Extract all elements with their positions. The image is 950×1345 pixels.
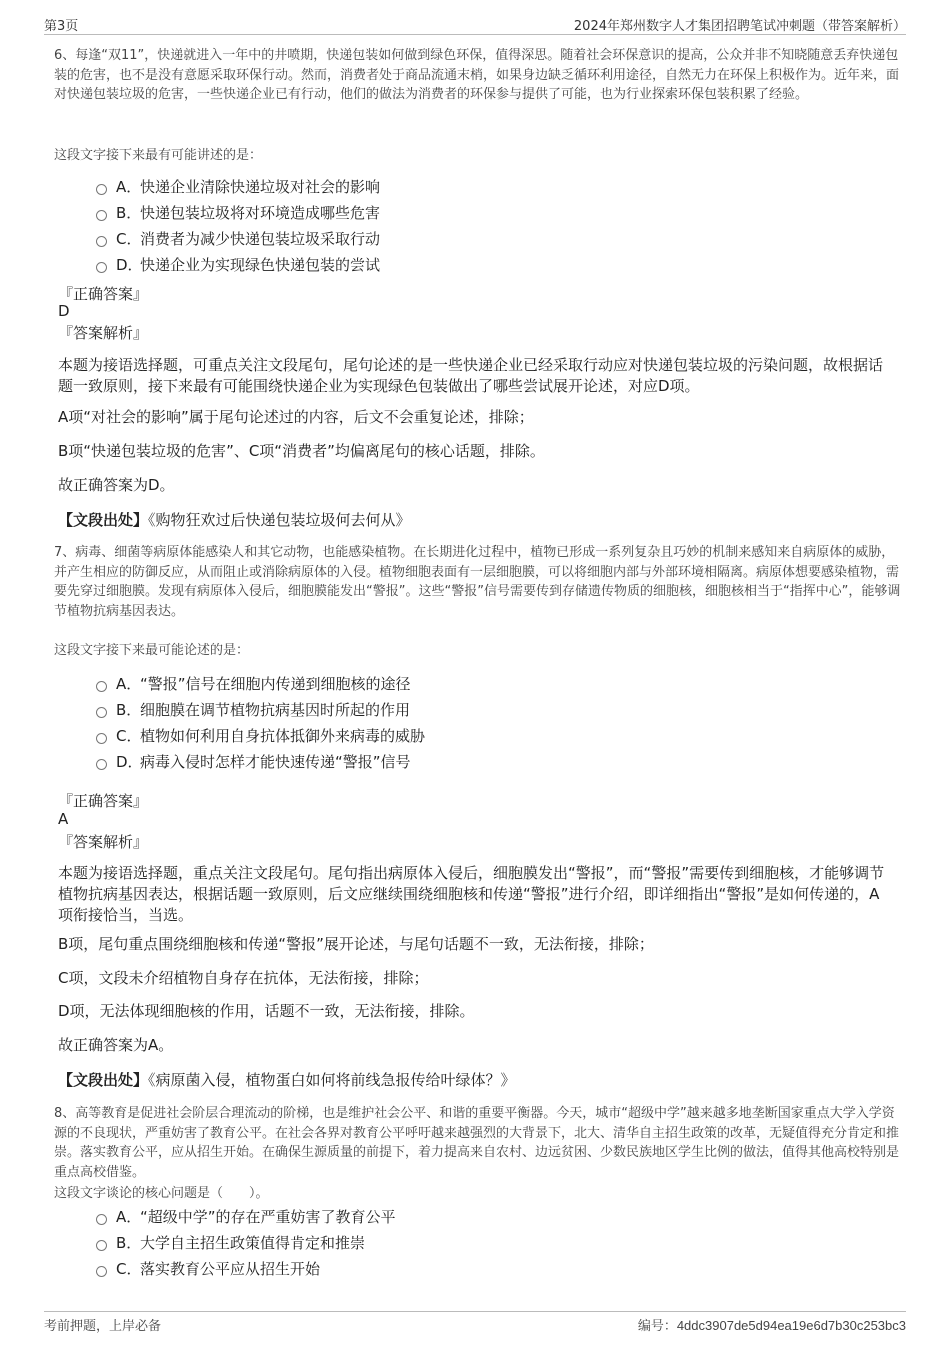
source-title: 《购物狂欢过后快递包装垃圾何去何从》 [148, 511, 411, 529]
source-label: 【文段出处】 [58, 511, 149, 529]
question-6-text: 6、每逢“双11”，快递就进入一年中的井喷期，快递包装如何做到绿色环保，值得深思。随着社会环保意识的提高，公众并非不知晓随意丢弃快递包装的危害，也不是没有意愿采取环保行动。然而，消费者处于商品流通末梢，如果身边缺乏循环利用途径，自然无力在环保上积极作为。近年来，面对快递包装垃圾的危害，一些快递企业已有行动，他们的做法为消费者的环保参与提供了可能，也为行业探索环保包装积累了经验。 [54, 48, 900, 102]
question-7-analysis-1: 本题为接语选择题，重点关注文段尾句。尾句指出病原体入侵后，细胞膜发出“警报”，而“警报”需要传到细胞核，才能够调节植物抗病基因表达，根据话题一致原则，后文应继续围绕细胞核和传递“警报”进行介绍，即详细指出“警报”是如何传递的，A项衔接恰当，当选。 [58, 864, 885, 924]
radio-icon[interactable] [96, 733, 107, 744]
page-number: 第3页 [44, 19, 79, 34]
question-7-answer: A [58, 810, 69, 828]
question-6-prompt-wrap [54, 144, 902, 163]
question-6-option-a[interactable]: A．快递企业清除快递垃圾对社会的影响 [96, 176, 380, 198]
question-6-source [58, 509, 411, 530]
question-6-analysis-label: 『答案解析』 [58, 324, 149, 342]
footer-slogan: 考前押题，上岸必备 [44, 1319, 162, 1334]
question-7-text: 7、病毒、细菌等病原体能感染人和其它动物，也能感染植物。在长期进化过程中，植物已形成一系列复杂且巧妙的机制来感知来自病原体的威胁，并产生相应的防御反应，从而阻止或消除病原体的入侵。植物细胞表面有一层细胞膜，可以将细胞内部与外部环境相隔离。病原体想要感染植物，需要先穿过细胞膜。发现有病原体入侵后，细胞膜能发出“警报”。这些“警报”信号需要传到存储遗传物质的细胞核，细胞核相当于“指挥中心”，能够调节植物抗病基因表达。 [54, 545, 901, 619]
question-8 [54, 1104, 902, 1201]
radio-icon[interactable] [96, 1214, 107, 1225]
radio-icon[interactable] [96, 184, 107, 195]
question-7-option-a[interactable]: A．“警报”信号在细胞内传递到细胞核的途径 [96, 673, 411, 695]
question-8-prompt: 这段文字谈论的核心问题是（ ）。 [54, 1186, 269, 1201]
source-label: 【文段出处】 [58, 1071, 149, 1089]
question-7-source [58, 1069, 516, 1090]
question-7 [54, 543, 902, 621]
question-7-analysis-2: B项，尾句重点围绕细胞核和传递“警报”展开论述，与尾句话题不一致，无法衔接，排除； [58, 935, 654, 953]
question-6-analysis-1: 本题为接语选择题，可重点关注文段尾句，尾句论述的是一些快递企业已经采取行动应对快递包装垃圾的污染问题，故根据话题一致原则，接下来最有可能围绕快递企业为实现绿色包装做出了哪些尝试展开论述，对应D项。 [58, 356, 884, 395]
question-8-option-c[interactable]: C．落实教育公平应从招生开始 [96, 1258, 320, 1280]
page-header [44, 0, 906, 35]
question-8-text: 8、高等教育是促进社会阶层合理流动的阶梯，也是维护社会公平、和谐的重要平衡器。今天，城市“超级中学”越来越多地垄断国家重点大学入学资源的不良现状，严重妨害了教育公平。在社会各界对教育公平呼吁越来越强烈的大背景下，北大、清华自主招生政策的改革，无疑值得充分肯定和推崇。落实教育公平，应从招生开始。在确保生源质量的前提下，着力提高来自农村、边远贫困、少数民族地区学生比例的做法，值得其他高校特别是重点高校借鉴。 [54, 1106, 900, 1180]
question-6-answer-label: 『正确答案』 [58, 285, 149, 303]
radio-icon[interactable] [96, 1266, 107, 1277]
question-6-analysis-3: B项“快递包装垃圾的危害”、C项“消费者”均偏离尾句的核心话题，排除。 [58, 442, 545, 460]
question-7-analysis-label: 『答案解析』 [58, 833, 149, 851]
radio-icon[interactable] [96, 759, 107, 770]
question-8-option-b[interactable]: B．大学自主招生政策值得肯定和推崇 [96, 1232, 365, 1254]
radio-icon[interactable] [96, 707, 107, 718]
radio-icon[interactable] [96, 210, 107, 221]
radio-icon[interactable] [96, 1240, 107, 1251]
question-6-prompt: 这段文字接下来最有可能讲述的是： [54, 148, 263, 163]
question-6-option-b[interactable]: B．快递包装垃圾将对环境造成哪些危害 [96, 202, 380, 224]
question-7-prompt-wrap [54, 639, 902, 658]
question-7-analysis-5: 故正确答案为A。 [58, 1036, 174, 1054]
radio-icon[interactable] [96, 262, 107, 273]
question-6-analysis-2: A项“对社会的影响”属于尾句论述过的内容，后文不会重复论述，排除； [58, 408, 534, 426]
code-label: 编号： [637, 1319, 677, 1334]
question-7-answer-label: 『正确答案』 [58, 792, 149, 810]
radio-icon[interactable] [96, 236, 107, 247]
question-6-analysis-4: 故正确答案为D。 [58, 476, 175, 494]
document-title: 2024年郑州数字人才集团招聘笔试冲刺题（带答案解析） [573, 19, 906, 34]
question-7-option-c[interactable]: C．植物如何利用自身抗体抵御外来病毒的威胁 [96, 725, 425, 747]
radio-icon[interactable] [96, 681, 107, 692]
source-title: 《病原菌入侵，植物蛋白如何将前线急报传给叶绿体？》 [148, 1071, 516, 1089]
document-code [638, 1315, 906, 1334]
question-6-option-d[interactable]: D．快递企业为实现绿色快递包装的尝试 [96, 254, 380, 276]
question-7-analysis-4: D项，无法体现细胞核的作用，话题不一致，无法衔接，排除。 [58, 1002, 475, 1020]
question-7-option-d[interactable]: D．病毒入侵时怎样才能快速传递“警报”信号 [96, 751, 411, 773]
page-footer [44, 1311, 906, 1342]
question-7-analysis-3: C项，文段未介绍植物自身存在抗体，无法衔接，排除； [58, 969, 429, 987]
question-6-option-c[interactable]: C．消费者为减少快递包装垃圾采取行动 [96, 228, 380, 250]
code-value: 4ddc3907de5d94ea19e6d7b30c253bc3 [676, 1318, 906, 1333]
question-6-answer: D [58, 302, 70, 320]
question-8-option-a[interactable]: A．“超级中学”的存在严重妨害了教育公平 [96, 1206, 396, 1228]
question-6 [54, 46, 902, 105]
question-7-option-b[interactable]: B．细胞膜在调节植物抗病基因时所起的作用 [96, 699, 410, 721]
question-7-prompt: 这段文字接下来最可能论述的是： [54, 643, 250, 658]
